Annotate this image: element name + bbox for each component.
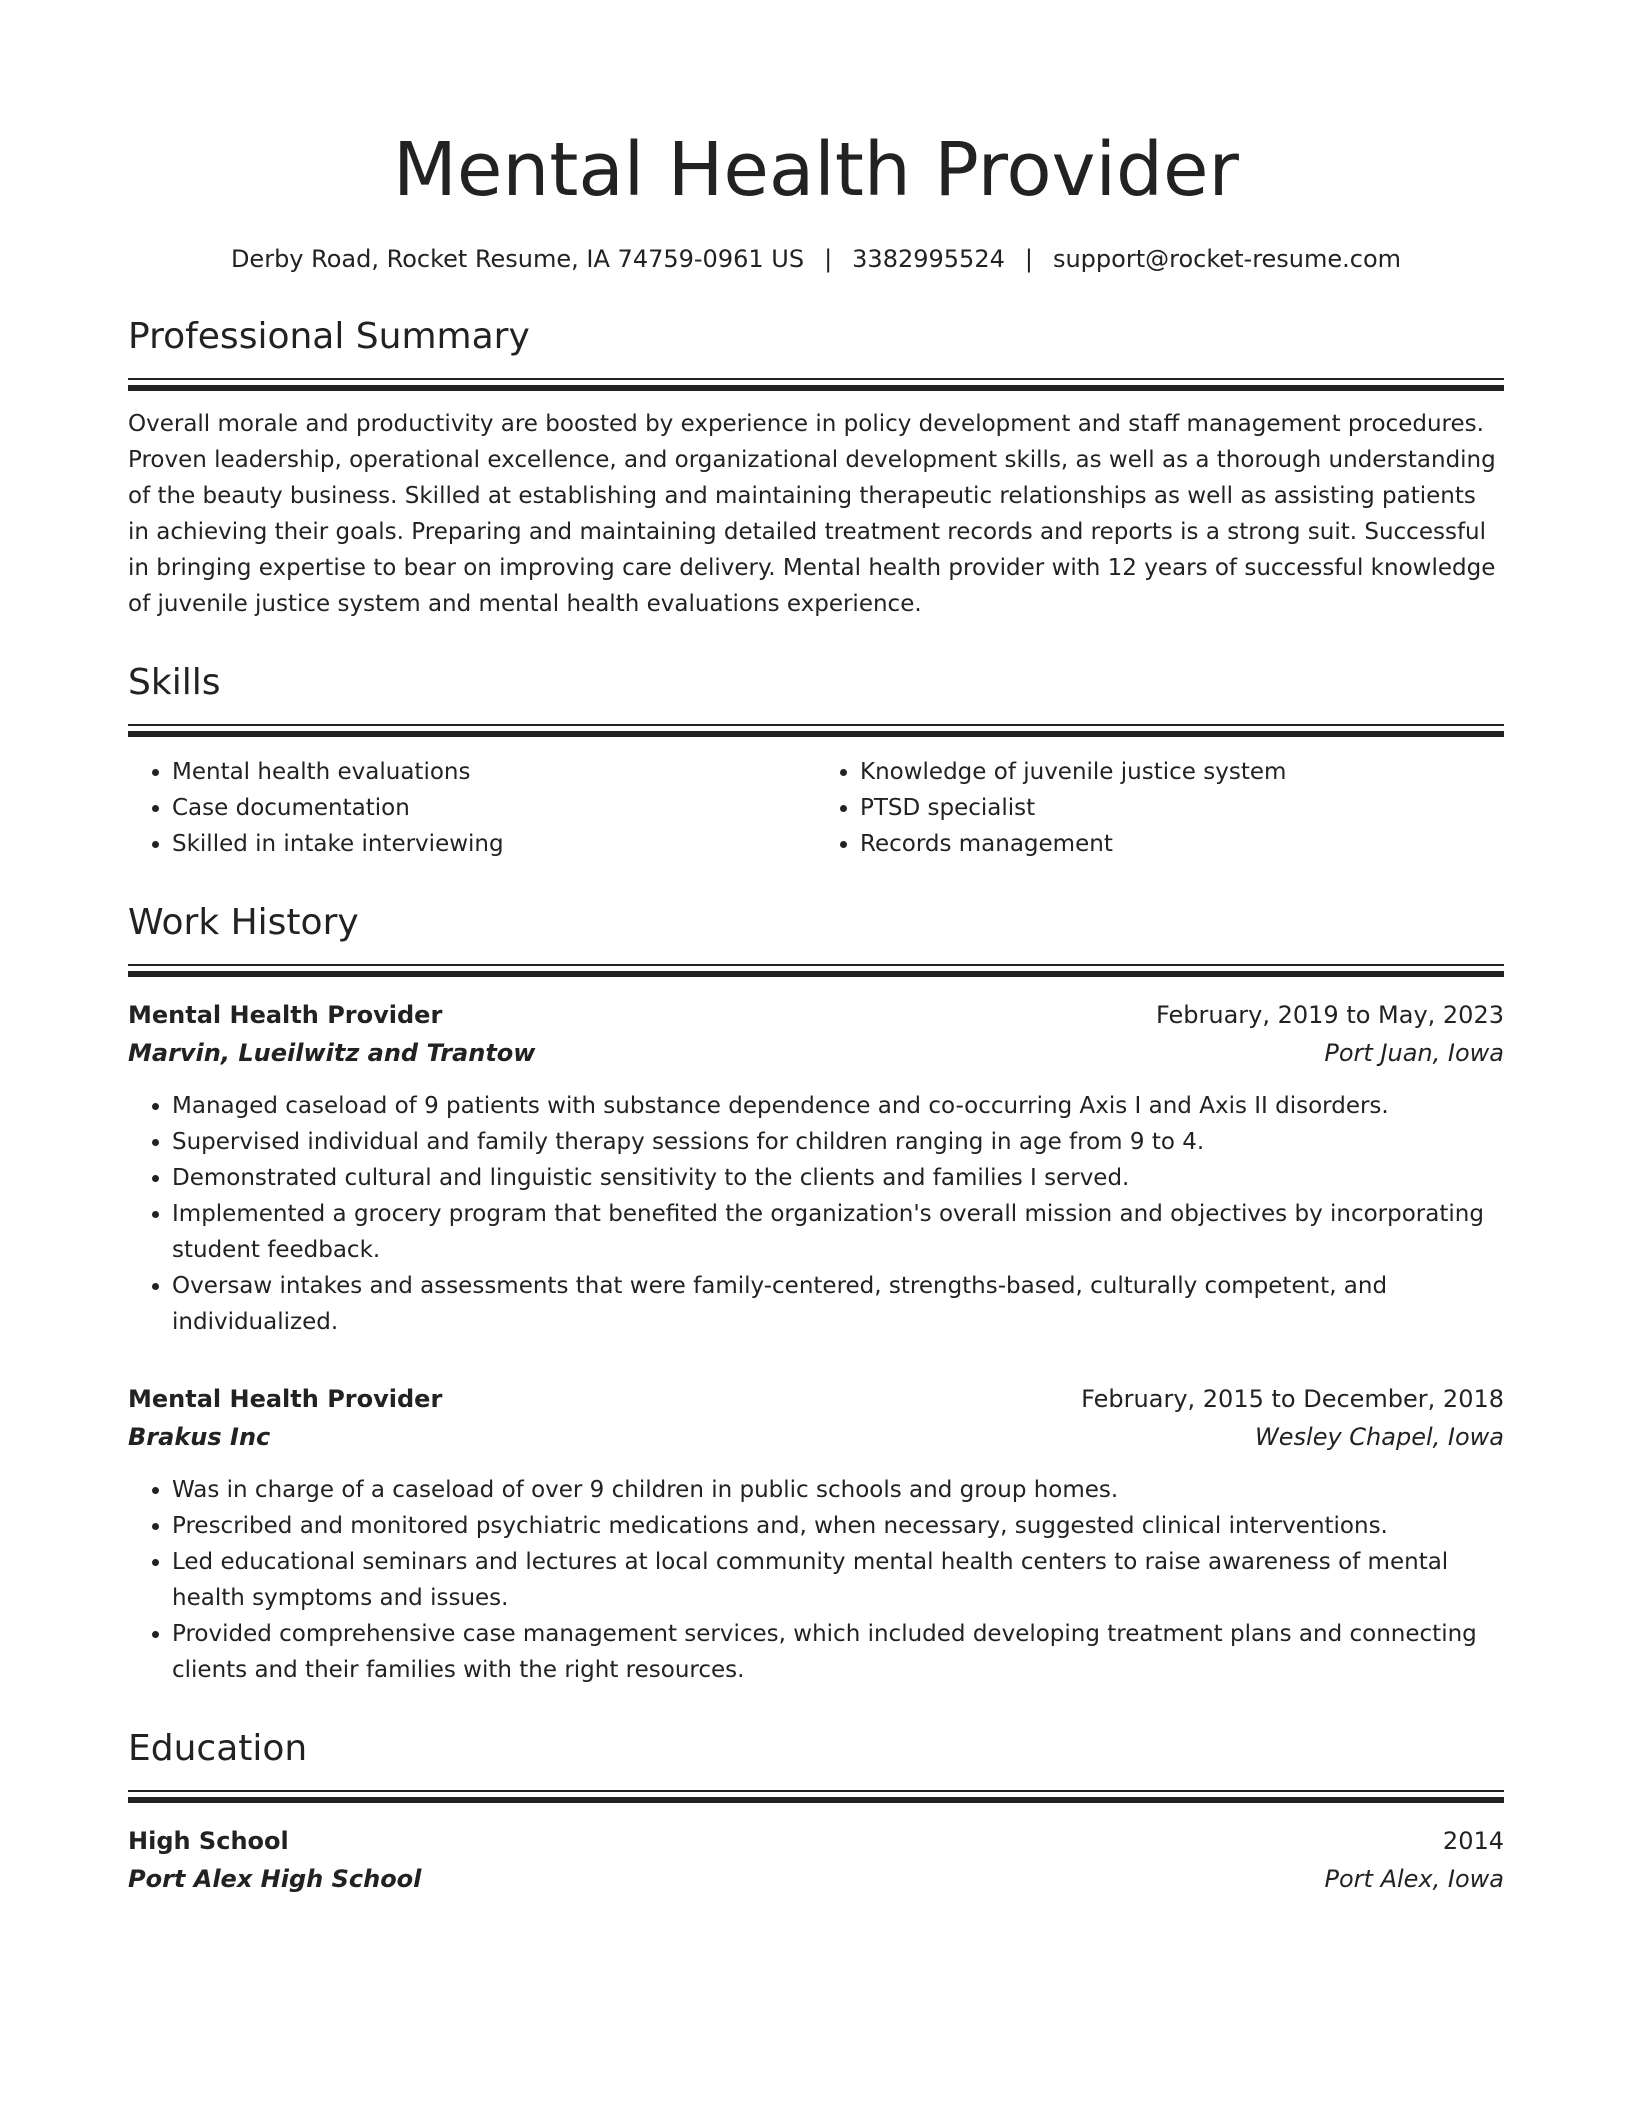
contact-separator: | (824, 245, 833, 273)
job-header (128, 996, 1504, 1034)
job-header (128, 1380, 1504, 1418)
job-company: Marvin, Lueilwitz and Trantow (128, 1039, 536, 1067)
job-location: Wesley Chapel, Iowa (1255, 1423, 1504, 1451)
summary-text: Overall morale and productivity are boosted by experience in policy development and staff management procedures. Proven leadership, operational excellence, and organizational development skills, as well as a thorough understanding of the beauty business. Skilled at establishing and maintaining therapeutic relationships as well as assisting patients in achieving their goals. Preparing and maintaining detailed treatment records and reports is a strong suit. Successful in bringing expertise to bear on improving care delivery. Mental health provider with 12 years of successful knowledge of juvenile justice system and mental health evaluations experience. (128, 411, 1496, 617)
job-bullet: • Led educational seminars and lectures at local community mental health centers to raise awareness of mental health symptoms and issues. (172, 1544, 1504, 1616)
job-subheader (128, 1034, 1504, 1072)
skills-columns (128, 754, 1504, 862)
job-bullets (128, 1088, 1504, 1340)
job-location: Port Juan, Iowa (1324, 1039, 1504, 1067)
job-dates: February, 2019 to May, 2023 (1156, 1001, 1504, 1029)
summary-section (128, 312, 1504, 622)
job-bullet: • Implemented a grocery program that benefited the organization's overall mission and objectives by incorporating student feedback. (172, 1196, 1504, 1268)
job-bullet: • Provided comprehensive case management services, which included developing treatment plans and connecting clients and their families with the right resources. (172, 1616, 1504, 1688)
section-title-work: Work History (128, 902, 359, 943)
job-company: Brakus Inc (128, 1423, 271, 1451)
candidate-name: Mental Health Provider (393, 127, 1239, 213)
contact-address: Derby Road, Rocket Resume, IA 74759-0961 US (230, 245, 805, 273)
job-bullet: • Oversaw intakes and assessments that were family-centered, strengths-based, culturally competent, and individualized. (172, 1268, 1504, 1340)
resume-page (128, 0, 1504, 1898)
job-title: Mental Health Provider (128, 1001, 443, 1029)
job-dates: February, 2015 to December, 2018 (1081, 1385, 1504, 1413)
skill-item: • Knowledge of juvenile justice system (860, 754, 1504, 790)
education-entry (128, 1822, 1504, 1898)
education-location: Port Alex, Iowa (1324, 1865, 1504, 1893)
section-divider (128, 378, 1504, 392)
job-bullet: • Supervised individual and family therapy sessions for children ranging in age from 9 to 4. (172, 1124, 1504, 1160)
education-school: Port Alex High School (128, 1865, 422, 1893)
skill-item: • Case documentation (172, 790, 816, 826)
job-bullets (128, 1472, 1504, 1688)
job-entry (128, 996, 1504, 1340)
education-degree: High School (128, 1827, 289, 1855)
contact-separator: | (1024, 245, 1033, 273)
education-header (128, 1822, 1504, 1860)
skill-item: • Skilled in intake interviewing (172, 826, 816, 862)
job-bullet: • Managed caseload of 9 patients with substance dependence and co-occurring Axis I and Axis II disorders. (172, 1088, 1504, 1124)
contact-line (128, 242, 1504, 276)
job-title: Mental Health Provider (128, 1385, 443, 1413)
skills-list-right (816, 754, 1504, 862)
skills-section (128, 658, 1504, 862)
section-divider (128, 724, 1504, 738)
contact-email: support@rocket-resume.com (1052, 245, 1402, 273)
section-title-education: Education (128, 1728, 308, 1769)
section-divider (128, 964, 1504, 978)
education-year: 2014 (1442, 1827, 1504, 1855)
section-title-skills: Skills (128, 662, 221, 703)
education-subheader (128, 1860, 1504, 1898)
work-section (128, 898, 1504, 1688)
education-section (128, 1724, 1504, 1898)
skills-list-left (128, 754, 816, 862)
skill-item: • Records management (860, 826, 1504, 862)
job-bullet: • Prescribed and monitored psychiatric medications and, when necessary, suggested clinical interventions. (172, 1508, 1504, 1544)
section-divider (128, 1790, 1504, 1804)
job-entry (128, 1380, 1504, 1688)
contact-phone: 3382995524 (852, 245, 1005, 273)
job-subheader (128, 1418, 1504, 1456)
skill-item: • Mental health evaluations (172, 754, 816, 790)
job-bullet: • Was in charge of a caseload of over 9 children in public schools and group homes. (172, 1472, 1504, 1508)
skill-item: • PTSD specialist (860, 790, 1504, 826)
section-title-summary: Professional Summary (128, 316, 530, 357)
job-bullet: • Demonstrated cultural and linguistic sensitivity to the clients and families I served. (172, 1160, 1504, 1196)
